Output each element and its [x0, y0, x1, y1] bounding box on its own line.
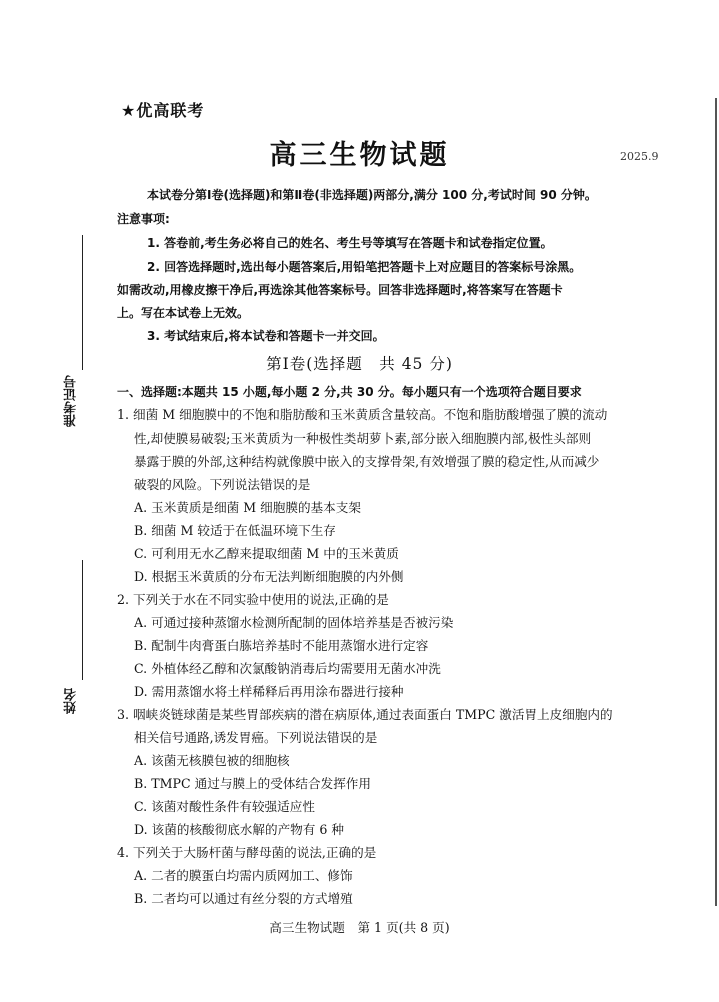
- question-3-option-c: C. 该菌对酸性条件有较强适应性: [134, 799, 315, 814]
- question-3-stem-line1: 3. 咽峡炎链球菌是某些胃部疾病的潜在病原体,通过表面蛋白 TMPC 激活胃上皮细胞内的: [117, 707, 613, 722]
- question-2-stem: 2. 下列关于水在不同实验中使用的说法,正确的是: [117, 592, 389, 607]
- exam-id-label: 准考证号: [64, 375, 79, 427]
- question-1-option-d: D. 根据玉米黄质的分布无法判断细胞膜的内外侧: [134, 569, 404, 584]
- question-1-option-c: C. 可利用无水乙醇来提取细菌 M 中的玉米黄质: [134, 546, 399, 561]
- brand-label: ★优高联考: [121, 101, 205, 120]
- exam-id-write-line: [82, 235, 83, 370]
- page-footer: 高三生物试题 第 1 页(共 8 页): [269, 920, 450, 935]
- question-4-option-b: B. 二者均可以通过有丝分裂的方式增殖: [134, 891, 353, 906]
- exam-date: 2025.9: [620, 150, 659, 163]
- question-4-stem: 4. 下列关于大肠杆菌与酵母菌的说法,正确的是: [117, 845, 377, 860]
- notice-2-line2: 如需改动,用橡皮擦干净后,再选涂其他答案标号。回答非选择题时,将答案写在答题卡: [117, 283, 563, 297]
- question-2-option-d: D. 需用蒸馏水将土样稀释后再用涂布器进行接种: [134, 684, 404, 699]
- question-3-option-b: B. TMPC 通过与膜上的受体结合发挥作用: [134, 776, 371, 791]
- section-instruction: 一、选择题:本题共 15 小题,每小题 2 分,共 30 分。每小题只有一个选项符合题目要求: [117, 385, 582, 399]
- question-2-option-b: B. 配制牛肉膏蛋白胨培养基时不能用蒸馏水进行定容: [134, 638, 429, 653]
- section-title: 第Ⅰ卷(选择题 共 45 分): [266, 355, 453, 373]
- question-1-stem-line1: 1. 细菌 M 细胞膜中的不饱和脂肪酸和玉米黄质含量较高。不饱和脂肪酸增强了膜的流动: [117, 407, 608, 422]
- question-1-stem-line3: 暴露于膜的外部,这种结构就像膜中嵌入的支撑骨架,有效增强了膜的稳定性,从而减少: [134, 454, 600, 469]
- question-3-option-a: A. 该菌无核膜包被的细胞核: [134, 753, 290, 768]
- notice-1: 1. 答卷前,考生务必将自己的姓名、考生号等填写在答题卡和试卷指定位置。: [147, 236, 553, 250]
- question-2-option-a: A. 可通过接种蒸馏水检测所配制的固体培养基是否被污染: [134, 615, 454, 630]
- question-4-option-a: A. 二者的膜蛋白均需内质网加工、修饰: [134, 868, 353, 883]
- notice-2-line3: 上。写在本试卷上无效。: [117, 306, 250, 320]
- notice-2-line1: 2. 回答选择题时,选出每小题答案后,用铅笔把答题卡上对应题目的答案标号涂黑。: [147, 260, 582, 274]
- question-1-option-b: B. 细菌 M 较适于在低温环境下生存: [134, 523, 336, 538]
- notice-title: 注意事项:: [117, 212, 170, 226]
- question-1-stem-line4: 破裂的风险。下列说法错误的是: [134, 477, 311, 492]
- name-write-line: [82, 560, 83, 680]
- question-1-option-a: A. 玉米黄质是细菌 M 细胞膜的基本支架: [134, 500, 361, 515]
- intro-line: 本试卷分第Ⅰ卷(选择题)和第Ⅱ卷(非选择题)两部分,满分 100 分,考试时间 90 分钟。: [147, 188, 597, 202]
- notice-3: 3. 考试结束后,将本试卷和答题卡一并交回。: [147, 329, 385, 343]
- page-edge-divider: [715, 98, 717, 906]
- question-2-option-c: C. 外植体经乙醇和次氯酸钠消毒后均需要用无菌水冲洗: [134, 661, 441, 676]
- name-label: 姓名: [64, 688, 79, 714]
- question-1-stem-line2: 性,却使膜易破裂;玉米黄质为一种极性类胡萝卜素,部分嵌入细胞膜内部,极性头部则: [134, 431, 592, 446]
- question-3-option-d: D. 该菌的核酸彻底水解的产物有 6 种: [134, 822, 344, 837]
- question-3-stem-line2: 相关信号通路,诱发胃癌。下列说法错误的是: [134, 730, 378, 745]
- page-title: 高三生物试题: [269, 140, 450, 171]
